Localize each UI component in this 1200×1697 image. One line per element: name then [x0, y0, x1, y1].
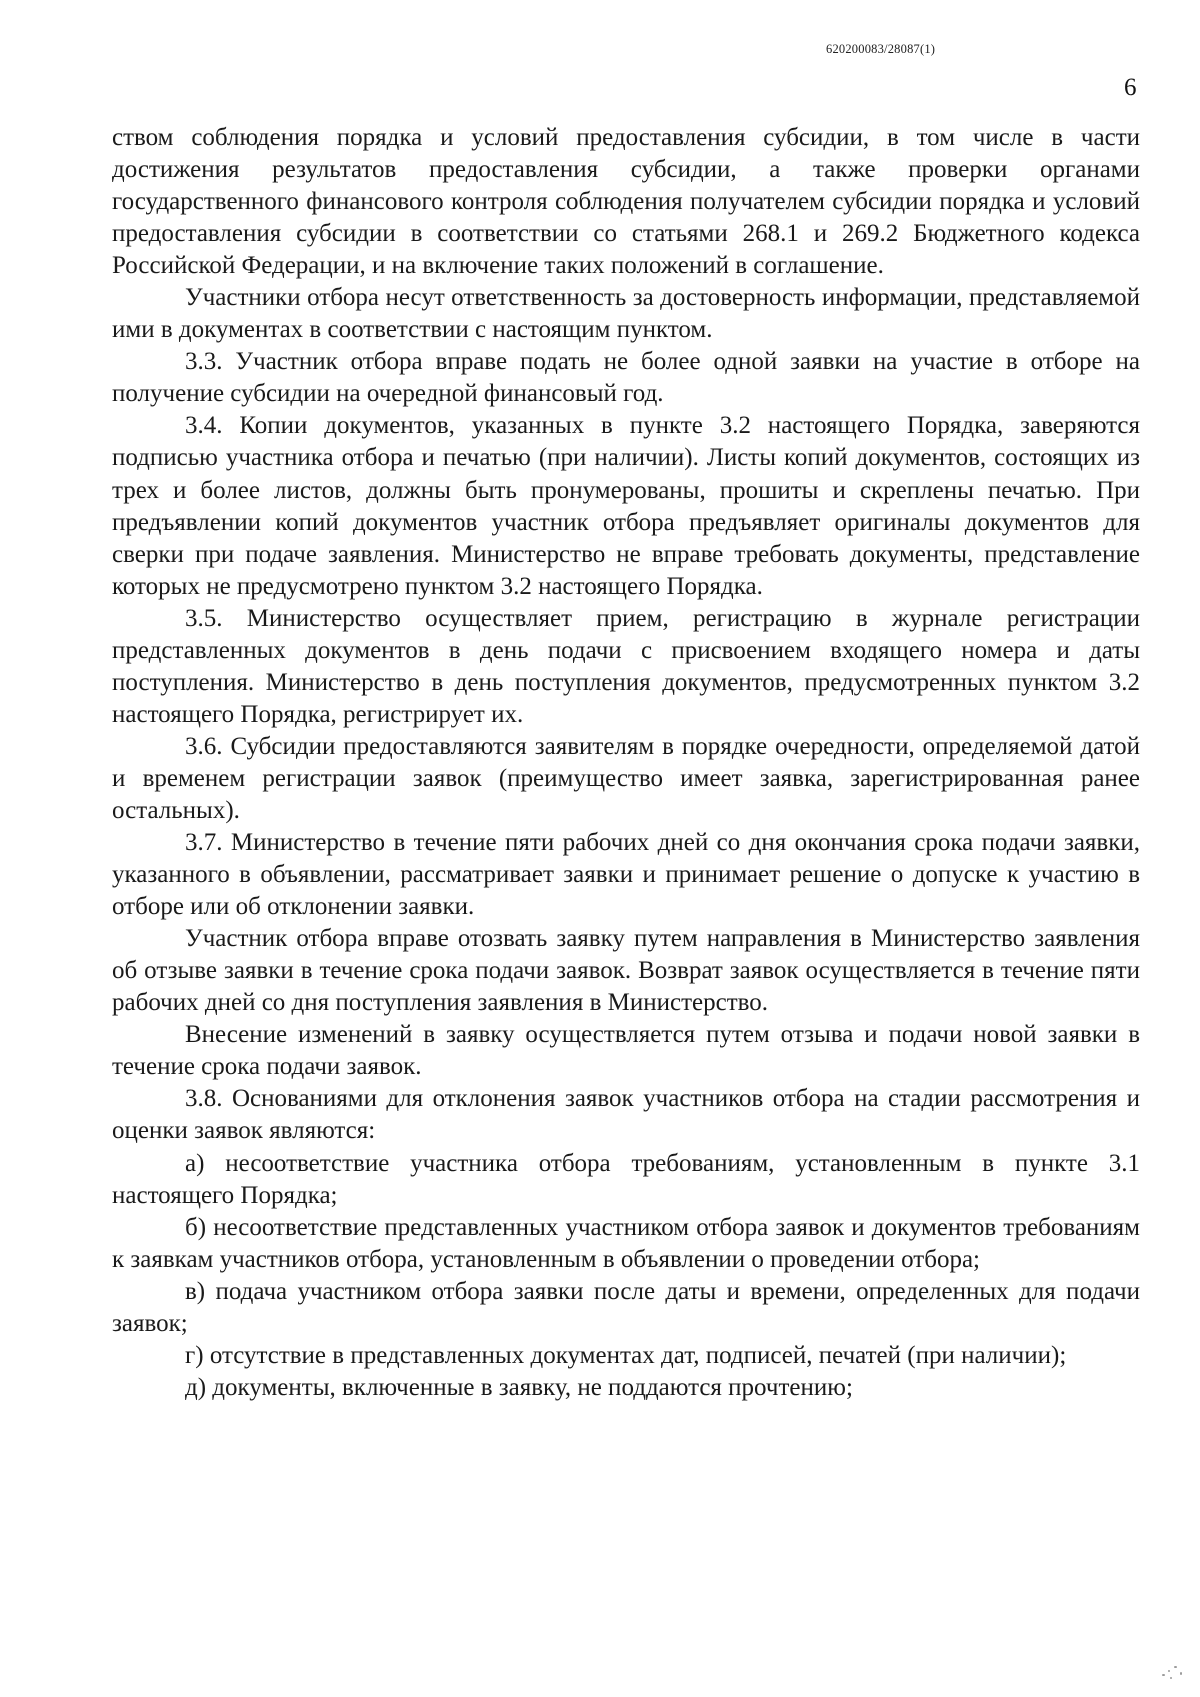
- list-item-b: б) несоответствие представленных участником отбора заявок и документов требованиям к заявкам участников отбора, установленным в объявлении о проведении отбора;: [112, 1213, 1140, 1273]
- document-id: 620200083/28087(1): [826, 42, 936, 56]
- list-item-v: в) подача участником отбора заявки после даты и времени, определенных для подачи заявок;: [112, 1277, 1140, 1337]
- paragraph-amendments: Внесение изменений в заявку осуществляется путем отзыва и подачи новой заявки в течение срока подачи заявок.: [112, 1021, 1140, 1081]
- paragraph-3-5: 3.5. Министерство осуществляет прием, регистрацию в журнале регистрации представленных документов в день подачи с присвоением входящего номера и даты поступления. Министерство в день поступления документов, предусмотренных пунктом 3.2 настоящего Порядка, регистрирует их.: [112, 604, 1140, 728]
- list-item-g: г) отсутствие в представленных документах дат, подписей, печатей (при наличии);: [185, 1341, 1067, 1369]
- list-item-a: а) несоответствие участника отбора требованиям, установленным в пункте 3.1 настоящего Порядка;: [112, 1149, 1140, 1209]
- paragraph-participants-responsibility: Участники отбора несут ответственность за достоверность информации, представляемой ими в документах в соответствии с настоящим пунктом.: [112, 284, 1140, 344]
- paragraph-continuation: ством соблюдения порядка и условий предоставления субсидии, в том числе в части достижения результатов предоставления субсидии, а также проверки органами государственного финансового контроля соблюдения получателем субсидии порядка и условий предоставления субсидии в соответствии со статьями 268.1 и 269.2 Бюджетного кодекса Российской Федерации, и на включение таких положений в соглашение.: [112, 124, 1140, 280]
- paragraph-3-3: 3.3. Участник отбора вправе подать не более одной заявки на участие в отборе на получение субсидии на очередной финансовый год.: [112, 348, 1140, 408]
- document-body: [112, 122, 1140, 1404]
- paragraph-3-8: 3.8. Основаниями для отклонения заявок участников отбора на стадии рассмотрения и оценки заявок являются:: [112, 1085, 1140, 1145]
- paragraph-3-7: 3.7. Министерство в течение пяти рабочих дней со дня окончания срока подачи заявки, указанного в объявлении, рассматривает заявки и принимает решение о допуске к участию в отборе или об отклонении заявки.: [112, 829, 1140, 921]
- paragraph-withdrawal: Участник отбора вправе отозвать заявку путем направления в Министерство заявления об отзыве заявки в течение срока подачи заявок. Возврат заявок осуществляется в течение пяти рабочих дней со дня поступления заявления в Министерство.: [112, 925, 1140, 1017]
- paragraph-3-4: 3.4. Копии документов, указанных в пункте 3.2 настоящего Порядка, заверяются подписью участника отбора и печатью (при наличии). Листы копий документов, состоящих из трех и более листов, должны быть пронумерованы, прошиты и скреплены печатью. При предъявлении копий документов участник отбора предъявляет оригиналы документов для сверки при подаче заявления. Министерство не вправе требовать документы, представление которых не предусмотрено пунктом 3.2 настоящего Порядка.: [112, 412, 1140, 600]
- paragraph-3-6: 3.6. Субсидии предоставляются заявителям в порядке очередности, определяемой датой и временем регистрации заявок (преимущество имеет заявка, зарегистрированная ранее остальных).: [112, 732, 1140, 824]
- page-number: 6: [1124, 74, 1137, 101]
- list-item-d: д) документы, включенные в заявку, не поддаются прочтению;: [185, 1373, 853, 1401]
- scan-artifact: [1160, 1660, 1190, 1684]
